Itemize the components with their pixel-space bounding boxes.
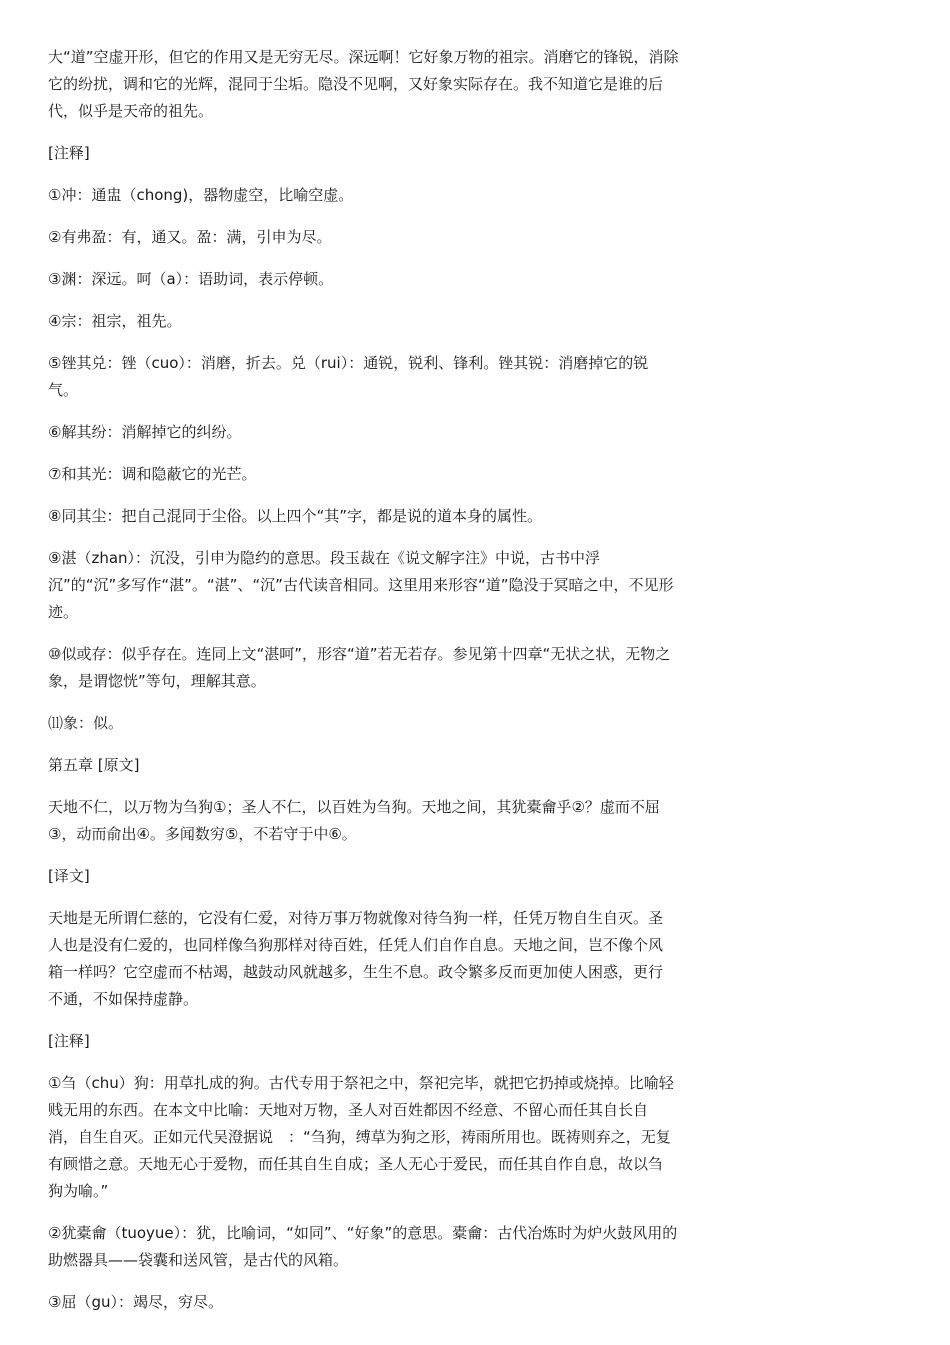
note-item: ②有弗盈：有，通又。盈：满，引申为尽。 [48, 228, 332, 246]
note-item: ⑩似或存：似乎存在。连同上文“湛呵”，形容“道”若无若存。参见第十四章“无状之状，无物之 象，是谓惚恍”等句，理解其意。 [48, 645, 671, 690]
chapter-heading: 第五章 [原文] [48, 756, 140, 774]
translation-paragraph-ch4: 大“道”空虚开形，但它的作用又是无穷无尽。深远啊！它好象万物的祖宗。消磨它的锋锐，消除 它的纷扰，调和它的光辉，混同于尘垢。隐没不见啊，又好象实际存在。我不知道它是谁的后 代，似乎是天帝的祖先。 [48, 48, 679, 120]
notes-heading: [注释] [48, 144, 90, 162]
note-item: ⑦和其光：调和隐蔽它的光芒。 [48, 465, 257, 483]
note-item: ⑾象：似。 [48, 714, 124, 732]
note-item: ②犹橐龠（tuoyue）：犹，比喻词，“如同”、“好象”的意思。橐龠：古代冶炼时为炉火鼓风用的 助燃器具——袋囊和送风管，是古代的风箱。 [48, 1224, 678, 1269]
note-item: ⑥解其纷：消解掉它的纠纷。 [48, 423, 242, 441]
document-page [48, 44, 698, 1331]
original-text-paragraph: 天地不仁，以万物为刍狗①；圣人不仁，以百姓为刍狗。天地之间，其犹橐龠乎②？虚而不屈 ③，动而俞出④。多闻数穷⑤，不若守于中⑥。 [48, 798, 660, 843]
note-item: ③屈（gu）：竭尽，穷尽。 [48, 1293, 223, 1311]
translation-heading: [译文] [48, 867, 90, 885]
translation-paragraph-ch5: 天地是无所谓仁慈的，它没有仁爱，对待万事万物就像对待刍狗一样，任凭万物自生自灭。圣 人也是没有仁爱的，也同样像刍狗那样对待百姓，任凭人们自作自息。天地之间，岂不像个风 箱一样吗？它空虚而不枯竭，越鼓动风就越多，生生不息。政令繁多反而更加使人困惑，更行 不通，不如保持虚静。 [48, 909, 664, 1008]
note-item: ⑤锉其兑：锉（cuo）：消磨，折去。兑（rui）：通锐，锐利、锋利。锉其锐：消磨掉它的锐 气。 [48, 354, 649, 399]
note-item: ③渊：深远。呵（a）：语助词，表示停顿。 [48, 270, 334, 288]
note-item: ①冲：通盅（chong)，器物虚空，比喻空虚。 [48, 186, 354, 204]
note-item: ⑨湛（zhan）：沉没，引申为隐约的意思。段玉裁在《说文解字注》中说，古书中浮 沉”的“沉”多写作“湛”。“湛”、“沉”古代读音相同。这里用来形容“道”隐没于冥暗之中，不见形迹。 [48, 549, 674, 621]
note-item: ④宗：祖宗，祖先。 [48, 312, 182, 330]
notes-heading: [注释] [48, 1032, 90, 1050]
note-item: ⑧同其尘：把自己混同于尘俗。以上四个“其”字，都是说的道本身的属性。 [48, 507, 542, 525]
note-item: ①刍（chu）狗：用草扎成的狗。古代专用于祭祀之中，祭祀完毕，就把它扔掉或烧掉。比喻轻 贱无用的东西。在本文中比喻：天地对万物，圣人对百姓都因不经意、不留心而任其自长自 消，自生自灭。正如元代吴澄据说 ：“刍狗，缚草为狗之形，祷雨所用也。既祷则弃之，无复 有顾惜之意。天地无心于爱物，而任其自生自成；圣人无心于爱民，而任其自作自息，故以刍 狗为喻。” [48, 1074, 674, 1200]
